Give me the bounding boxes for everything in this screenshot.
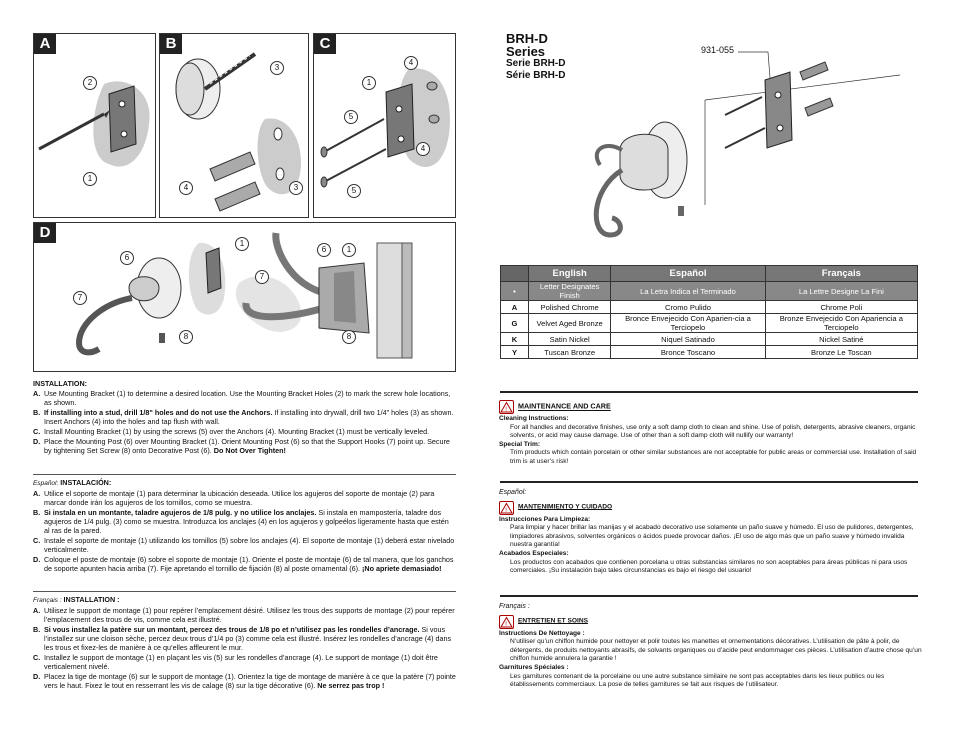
finish-fr: Chrome Poli: [765, 301, 917, 314]
callout-4: 4: [179, 181, 193, 195]
maintenance-en-title: MAINTENANCE AND CARE: [518, 401, 611, 411]
maintenance-en-p2: Trim products which contain porcelain or other similar substances are not acceptable for public areas or commercial use. Installation of said trim is at user’s risk!: [510, 449, 917, 465]
divider: [33, 474, 456, 475]
divider: [500, 481, 918, 483]
maintenance-en-h1: Cleaning Instructions:: [499, 415, 569, 422]
callout-5-top: 5: [344, 110, 358, 124]
finish-en: Tuscan Bronze: [529, 346, 611, 359]
panel-a-illustration: [34, 34, 156, 218]
finish-en: Polished Chrome: [529, 301, 611, 314]
callout-1-right: 1: [342, 243, 356, 257]
callout-4-bottom: 4: [416, 142, 430, 156]
install-es-step-b-bold: Si instala en un montante, taladre agujeros de 1/8 pulg. y no utilice los anclajes.: [44, 508, 317, 517]
part-number: 931-055: [701, 45, 735, 55]
install-es-title: INSTALACIÓN:: [60, 478, 112, 487]
legend-en: Letter Designates Finish: [529, 282, 611, 301]
install-fr-step-b: Si vous l’installez sur une cloison sèche, percez deux trous d’1/4 po (3) comme cela est illustré. Insérez les rondelles d’ancrage (4) dans les trous et fixez-les de manière à ce qu’elles affleurent le mur.: [44, 625, 452, 652]
maintenance-es-title: MANTENIMIENTO Y CUIDADO: [518, 503, 613, 511]
legend-fr: La Lettre Designe La Fini: [765, 282, 917, 301]
legend-es: La Letra Indica el Terminado: [611, 282, 765, 301]
table-row: [501, 314, 918, 333]
finish-es: Bronce Envejecido Con Aparien-cia a Terciopelo: [611, 314, 765, 333]
install-en-warning: Do Not Over Tighten!: [213, 446, 286, 455]
finish-fr: Bronze Envejecido Con Apariencia a Terciopelo: [765, 314, 917, 333]
callout-3-top: 3: [270, 61, 284, 75]
callout-8: 8: [179, 330, 193, 344]
product-title-fr: Série BRH-D: [506, 70, 566, 81]
install-fr-step-a: Utilisez le support de montage (1) pour repérer l’emplacement désiré. Utilisez les trous des supports de montage (2) pour repérer l’emplacement des trous de vis, comme cela est illustré.: [44, 606, 455, 624]
callout-1: 1: [235, 237, 249, 251]
maintenance-fr-p2: Les garnitures contenant de la porcelaine ou une autre substance similaire ne sont pas acceptables dans les lieux publics ou les établissements commerciaux. La pose de telles garnitures se fait aux risques de l’utilisateur.: [510, 672, 885, 689]
install-es-warning: ¡No apriete demasiado!: [362, 564, 442, 573]
install-es-step-c: Instale el soporte de montaje (1) utilizando los tornillos (5) sobre los anclajes (4). El soporte de montaje (1) deberá estar nivelado verticalmente.: [44, 536, 455, 554]
warning-icon: [499, 501, 514, 515]
install-en-step-b: If installing into drywall, drill two 1/4" holes (3) as shown. Insert Anchors (4) into the holes and tap flush with wall.: [44, 408, 454, 426]
panel-c-illustration: [314, 34, 456, 218]
panel-d-label: D: [34, 223, 56, 243]
table-row: [501, 346, 918, 359]
install-fr-warning: Ne serrez pas trop !: [317, 681, 385, 690]
install-es-step-d: Coloque el poste de montaje (6) sobre el soporte de montaje (1). Oriente el poste de montaje (6) de tal manera, que los ganchos de soporte apunten hacia arriba (7). Fije apretando el tornillo de fijación (8) al poste ornamental (6).: [44, 555, 454, 573]
callout-2: 2: [83, 76, 97, 90]
install-es: Español: INSTALACIÓN: A. Utilice el soporte de montaje (1) para determinar la ubicación deseada. Utilice los agujeros del soporte de montaje (2) para marcar donde irán los agujeros de los tornillos, como se muestra. B. Si instala en un montante, taladre agujeros de 1/8 pulg. y no utilice los anclajes. Si instala en mampostería, taladre dos agujeros de 1/4 pulg. (3) como se muestra. Introduzca los anclajes (4) en los agujeros y golpeélos ligeramente hasta que estén al ras de la pared. C. Instale el soporte de montaje (1) utilizando los tornillos (5) sobre los anclajes (4). El soporte de montaje (1) deberá estar nivelado verticalmente. D. Coloque el poste de montaje (6) sobre el soporte de montaje (1). Oriente el poste de montaje (6) de tal manera, que los ganchos de soporte apunten hacia arriba (7). Fije apretando el tornillo de fijación (8) al poste ornamental (6). ¡No apriete demasiado!: [33, 478, 455, 573]
panel-c-label: C: [314, 34, 336, 54]
finish-es: Bronce Toscano: [611, 346, 765, 359]
panel-b: [159, 33, 309, 218]
callout-1: 1: [362, 76, 376, 90]
install-es-step-b: Si instala en mampostería, taladre dos agujeros de 1/4 pulg. (3) como se muestra. Introduzca los anclajes (4) en los agujeros y golpeélos ligeramente hasta que estén al ras de la pared.: [44, 508, 449, 535]
finish-en: Satin Nickel: [529, 333, 611, 346]
warning-icon: [499, 615, 514, 629]
callout-4-top: 4: [404, 56, 418, 70]
finish-code: G: [501, 314, 529, 333]
svg-text:!: !: [505, 507, 507, 514]
maintenance-es-p2: Los productos con acabados que contienen porcelana u otras substancias similares no son aceptables para áreas públicas ni para usos comerciales. ¡Su instalación bajo tales circunstancias es bajo el riesgo del usuario!: [510, 558, 908, 575]
panel-d: [33, 222, 456, 372]
warning-icon: [499, 400, 514, 414]
svg-text:!: !: [505, 621, 507, 628]
maintenance-fr-lang: Français :: [499, 603, 530, 610]
callout-6-right: 6: [317, 243, 331, 257]
finish-es: Cromo Pulido: [611, 301, 765, 314]
callout-7-right: 7: [255, 270, 269, 284]
maintenance-en-h2: Special Trim:: [499, 440, 541, 448]
callout-8-right: 8: [342, 330, 356, 344]
panel-c: [313, 33, 456, 218]
install-fr-title: INSTALLATION :: [63, 595, 120, 604]
header-english: English: [529, 266, 611, 282]
install-en-step-b-bold: If installing into a stud, drill 1/8" holes and do not use the Anchors.: [44, 408, 273, 417]
callout-6: 6: [120, 251, 134, 265]
maintenance-es-lang: Español:: [499, 489, 527, 496]
product-series: Series: [506, 44, 546, 59]
maintenance-es-h2: Acabados Especiales:: [499, 549, 569, 557]
callout-3-bottom: 3: [289, 181, 303, 195]
finish-legend-row: [501, 282, 918, 301]
maintenance-fr-h1: Instructions De Nettoyage :: [499, 629, 585, 637]
header-espanol: Español: [611, 266, 765, 282]
maintenance-es: [499, 489, 924, 576]
maintenance-fr-p1: N’utiliser qu’un chiffon humide pour nettoyer et polir toutes les manettes et ornementations décoratives. L’utilisation de pâte à polir, de détergents, de produits nettoyants abrasifs, de solvants organiques ou d’acide peut endommager ces pièces. L’utilisation d’autre chose qu’un chiffon humide annulera la garantie !: [510, 638, 922, 663]
maintenance-fr-h2: Garnitures Spéciales :: [499, 663, 569, 671]
finish-code: A: [501, 301, 529, 314]
install-fr-step-c: Installez le support de montage (1) en plaçant les vis (5) sur les rondelles d’ancrage (4). Le support de montage (1) doit être verticalement nivelé.: [44, 653, 438, 671]
install-fr-lang: Français :: [33, 597, 62, 604]
install-en-step-a: Use Mounting Bracket (1) to determine a desired location. Use the Mounting Bracket Holes (2) to mark the screw hole locations, as shown.: [44, 389, 451, 407]
install-fr-step-d: Placez la tige de montage (6) sur le support de montage (1). Orientez la tige de montage de manière à ce que la patère (7) pointe vers le haut. Fixez le tout en resserrant les vis de calage (8) sur la tige décorative (6).: [44, 672, 456, 690]
product-title: BRH-D: [506, 31, 548, 46]
table-row: [501, 333, 918, 346]
table-row: [501, 301, 918, 314]
finish-table-header: [501, 266, 918, 282]
finish-fr: Bronze Le Toscan: [765, 346, 917, 359]
maintenance-en-p1: For all handles and decorative finishes, use only a soft damp cloth to clean and shine. Use of polish, detergents, abrasive cleaners, organic solvents, or acid may cause damage. Use of other than a soft damp cloth will nullify our warranty!: [510, 423, 916, 440]
install-en-title: INSTALLATION:: [33, 379, 88, 388]
install-en: INSTALLATION: A. Use Mounting Bracket (1) to determine a desired location. Use the Mounting Bracket Holes (2) to mark the screw hole locations, as shown. B. If installing into a stud, drill 1/8" holes and do not use the Anchors. If installing into drywall, drill two 1/4" holes (3) as shown. Insert Anchors (4) into the holes and tap flush with wall. C. Install Mounting Bracket (1) by using the screws (5) over the Anchors (4). Mounting Bracket (1) must be vertically leveled. D. Place the Mounting Post (6) over Mounting Bracket (1). Orient Mounting Post (6) so that the Support Hooks (7) point up. Secure by tightening Set Screw (8) onto Decorative Post (6). Do Not Over Tighten!: [33, 379, 454, 455]
legend-symbol: •: [501, 282, 529, 301]
divider: [500, 595, 918, 597]
finish-code: K: [501, 333, 529, 346]
maintenance-es-h1: Instrucciones Para Limpieza:: [499, 515, 591, 523]
divider: [500, 391, 918, 393]
finish-code: Y: [501, 346, 529, 359]
install-fr-step-b-bold: Si vous installez la patère sur un montant, percez des trous de 1/8 po et n’utilisez pas les rondelles d’ancrage.: [44, 625, 420, 634]
panel-a-label: A: [34, 34, 56, 54]
callout-1: 1: [83, 172, 97, 186]
maintenance-fr-title: ENTRETIEN ET SOINS: [518, 617, 588, 625]
panel-a: [33, 33, 156, 218]
callout-7: 7: [73, 291, 87, 305]
install-en-step-d: Place the Mounting Post (6) over Mounting Bracket (1). Orient Mounting Post (6) so that the Support Hooks (7) point up. Secure by tightening Set Screw (8) onto Decorative Post (6).: [44, 437, 450, 455]
svg-text:!: !: [505, 407, 507, 413]
install-es-lang: Español:: [33, 480, 59, 487]
install-es-step-a: Utilice el soporte de montaje (1) para determinar la ubicación deseada. Utilice los agujeros del soporte de montaje (2) para marcar donde irán los agujeros de los tornillos, como se muestra.: [44, 489, 435, 507]
maintenance-fr: [499, 603, 924, 690]
finish-fr: Nickel Satiné: [765, 333, 917, 346]
finish-en: Velvet Aged Bronze: [529, 314, 611, 333]
divider: [33, 591, 456, 592]
header-francais: Français: [765, 266, 917, 282]
title-block: [506, 32, 626, 82]
maintenance-es-p1: Para limpiar y hacer brillar las manijas y el acabado decorativo use solamente un paño suave y húmedo. El uso de pulidores, detergentes, limpiadores abrasivos, solventes orgánicos o ácidos puede provocar daños. ¡El uso de algo más que un paño suave y húmedo invalida nuestra garantía!: [510, 524, 914, 549]
install-en-step-c: Install Mounting Bracket (1) by using the screws (5) over the Anchors (4). Mounting Bracket (1) must be vertically leveled.: [44, 427, 430, 436]
finish-es: Niquel Satinado: [611, 333, 765, 346]
panel-b-label: B: [160, 34, 182, 54]
maintenance-en: [499, 400, 924, 467]
finish-table: [500, 265, 918, 359]
product-title-es: Serie BRH-D: [506, 58, 566, 69]
callout-5-bottom: 5: [347, 184, 361, 198]
install-fr: Français : INSTALLATION : A. Utilisez le support de montage (1) pour repérer l’emplacement désiré. Utilisez les trous des supports de montage (2) pour repérer l’emplacement des trous de vis, comme cela est illustré. B. Si vous installez la patère sur un montant, percez des trous de 1/8 po et n’utilisez pas les rondelles d’ancrage. Si vous l’installez sur une cloison sèche, percez deux trous d’1/4 po (3) comme cela est illustré. Insérez les rondelles d’ancrage (4) dans les trous et fixez-les de manière à ce qu’elles affleurent le mur. C. Installez le support de montage (1) en plaçant les vis (5) sur les rondelles d’ancrage (4). Le support de montage (1) doit être verticalement nivelé. D. Placez la tige de montage (6) sur le support de montage (1). Orientez la tige de montage de manière à ce que la patère (7) pointe vers le haut. Fixez le tout en resserrant les vis de calage (8) sur la tige décorative (6). Ne serrez pas trop !: [33, 595, 456, 690]
